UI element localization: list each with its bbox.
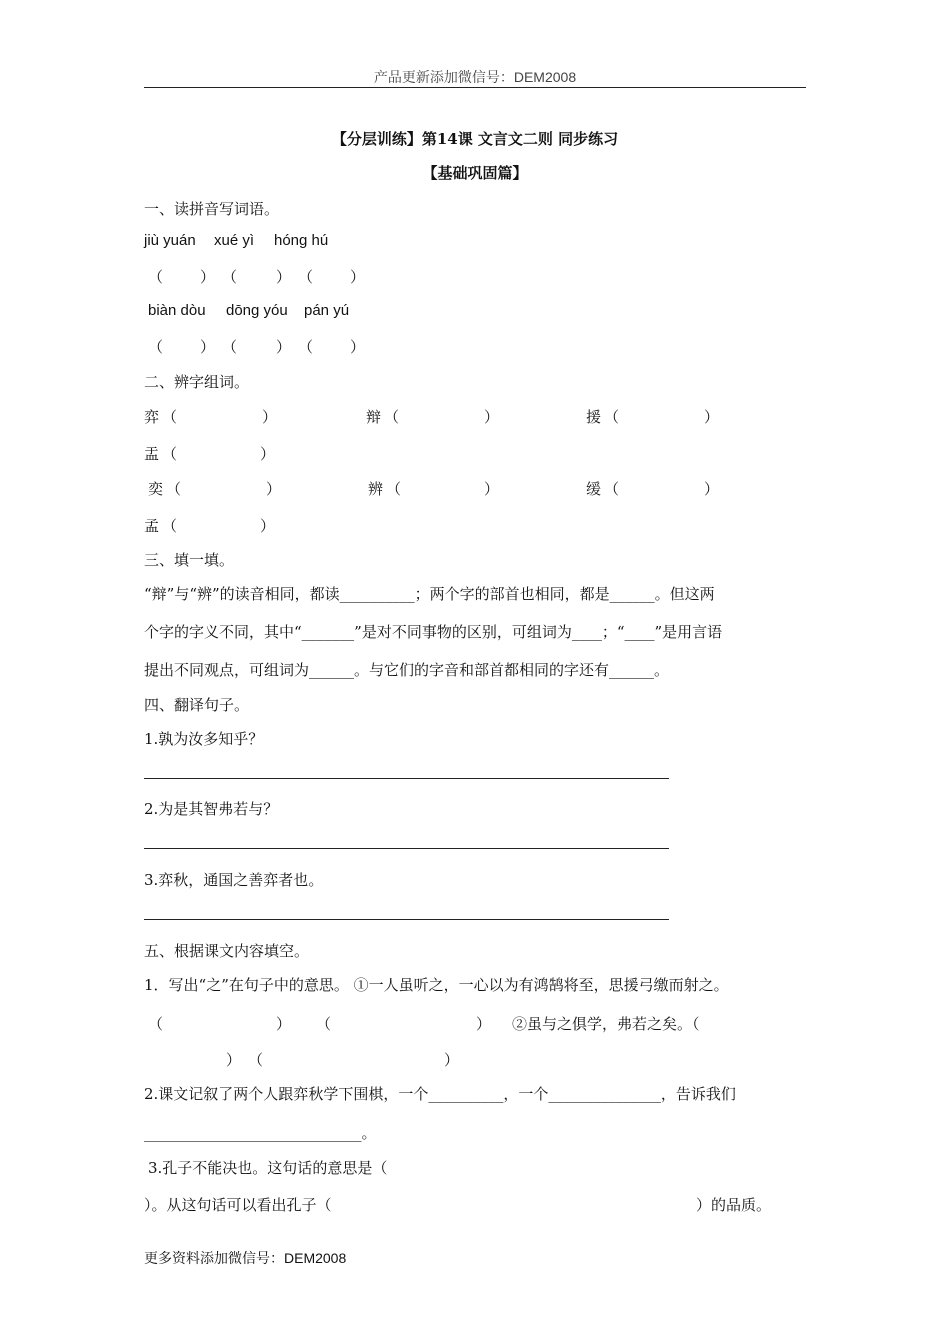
- blank-close: ）: [444, 1051, 460, 1069]
- blank-close: ）: [260, 517, 276, 535]
- translate-item-2: 2.为是其智弗若与？: [144, 800, 279, 818]
- section2-heading: 二、辨字组词。: [144, 373, 250, 391]
- translate-item-1: 1.孰为汝多知乎？: [144, 730, 264, 748]
- pinyin-3: hóng hú: [274, 232, 329, 249]
- answer-line: [144, 919, 669, 920]
- char-3: 援: [586, 408, 602, 426]
- answer-line: [144, 778, 669, 779]
- answer-line: [144, 848, 669, 849]
- blank-open: （: [222, 268, 238, 286]
- q2-text-cont: _____________________________。: [144, 1124, 377, 1142]
- q3-text-cont: ）。从这句话可以看出孔子（: [144, 1196, 332, 1214]
- blank-close: ）: [704, 408, 720, 426]
- blank-close: ）: [200, 338, 216, 356]
- char-7: 缓: [586, 480, 602, 498]
- blank-close: ）: [350, 268, 366, 286]
- page-title: 【分层训练】第14课 文言文二则 同步练习: [331, 130, 619, 148]
- pinyin-6: pán yú: [304, 302, 350, 319]
- section3-heading: 三、填一填。: [144, 551, 235, 569]
- blank-open: （: [162, 517, 178, 535]
- translate-item-3: 3.弈秋，通国之善弈者也。: [144, 871, 324, 889]
- blank-close: ）: [200, 268, 216, 286]
- char-1: 弈: [144, 408, 160, 426]
- blank-open: （: [604, 480, 620, 498]
- blank-open: （: [386, 480, 402, 498]
- char-2: 辩: [366, 408, 382, 426]
- char-5: 奕: [148, 480, 164, 498]
- blank-open: （: [166, 480, 182, 498]
- blank-close: ）: [266, 480, 282, 498]
- blank-close: ）: [476, 1015, 492, 1033]
- blank-close: ）: [276, 268, 292, 286]
- section5-heading: 五、根据课文内容填空。: [144, 942, 310, 960]
- section4-heading: 四、翻译句子。: [144, 696, 250, 714]
- char-8: 孟: [144, 517, 160, 535]
- fill-line-1: “辩”与“辨”的读音相同，都读__________；两个字的部首也相同，都是______。但这两: [144, 585, 715, 603]
- pinyin-1: jiù yuán: [144, 232, 196, 249]
- char-4: 盂: [144, 445, 160, 463]
- blank-open: （: [384, 408, 400, 426]
- blank-close: ）: [484, 408, 500, 426]
- blank-open: （: [148, 338, 164, 356]
- blank-close: ）: [350, 338, 366, 356]
- q3-text: 3.孔子不能决也。这句话的意思是（: [148, 1159, 388, 1177]
- header-rule: [144, 87, 806, 88]
- pinyin-2: xué yì: [214, 232, 255, 249]
- q2-text: 2.课文记叙了两个人跟弈秋学下围棋，一个__________，一个_______________，告诉我们: [144, 1085, 736, 1103]
- section1-heading: 一、读拼音写词语。: [144, 200, 280, 218]
- blank-open: （: [148, 1015, 164, 1033]
- blank-close: ）: [262, 408, 278, 426]
- pinyin-5: dōng yóu: [226, 302, 288, 319]
- blank-open: （: [316, 1015, 332, 1033]
- fill-line-2: 个字的字义不同，其中“_______”是对不同事物的区别，可组词为____；“____”是用言语: [144, 623, 723, 641]
- q3-text-end: ）的品质。: [696, 1196, 772, 1214]
- blank-open: （: [162, 445, 178, 463]
- blank-close: ）: [276, 338, 292, 356]
- page-header: 产品更新添加微信号：DEM2008: [373, 69, 577, 85]
- blank-close: ）: [260, 445, 276, 463]
- blank-open: （: [222, 338, 238, 356]
- page-footer: 更多资料添加微信号：DEM2008: [144, 1250, 347, 1266]
- blank-open: （: [298, 338, 314, 356]
- q1-text: 1．写出“之”在句子中的意思。 ①一人虽听之，一心以为有鸿鹄将至，思援弓缴而射之。: [144, 976, 729, 994]
- blank-open: （: [162, 408, 178, 426]
- page-subtitle: 【基础巩固篇】: [422, 164, 528, 182]
- pinyin-4: biàn dòu: [148, 302, 206, 319]
- q1-part2: ②虽与之俱学，弗若之矣。（: [512, 1015, 700, 1033]
- blank-close: ）: [704, 480, 720, 498]
- blank-close: ）: [276, 1015, 292, 1033]
- blank-close: ）: [484, 480, 500, 498]
- fill-line-3: 提出不同观点，可组词为______。与它们的字音和部首都相同的字还有______。: [144, 661, 670, 679]
- blank-open: （: [604, 408, 620, 426]
- blank-open: （: [148, 268, 164, 286]
- blank-open: （: [298, 268, 314, 286]
- char-6: 辨: [368, 480, 384, 498]
- blank-close: ）: [226, 1051, 242, 1069]
- blank-open: （: [248, 1051, 264, 1069]
